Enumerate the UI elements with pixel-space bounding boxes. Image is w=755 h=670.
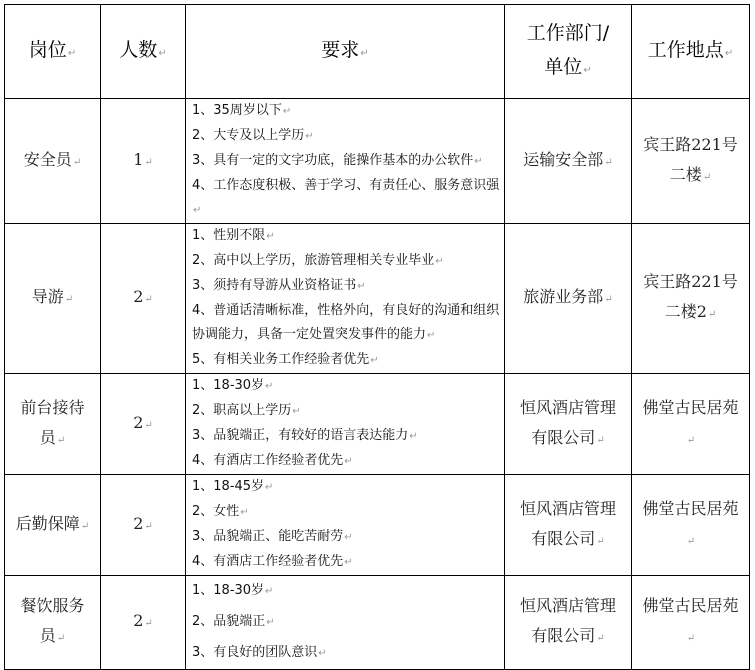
department-cell: 恒风酒店管理有限公司↵ xyxy=(505,374,632,475)
requirements-cell xyxy=(186,475,505,576)
requirement-item: 3、具有一定的文字功底，能操作基本的办公软件↵ xyxy=(192,153,483,168)
department-cell: 旅游业务部↵ xyxy=(505,224,632,374)
job-listing-table xyxy=(4,4,750,670)
table-row xyxy=(5,224,750,374)
header-department: 工作部门/ 单位↵ xyxy=(505,5,632,99)
requirement-item: 2、职高以上学历↵ xyxy=(192,403,301,418)
position-cell: 餐饮服务员↵ xyxy=(5,576,101,670)
requirement-item: 3、品貌端正、能吃苦耐劳↵ xyxy=(192,529,353,544)
header-row xyxy=(5,5,750,99)
requirement-item: 3、须持有导游从业资格证书↵ xyxy=(192,278,366,293)
header-headcount: 人数↵ xyxy=(101,5,186,99)
table-row xyxy=(5,374,750,475)
requirement-item: 3、有良好的团队意识↵ xyxy=(192,645,327,660)
table-row xyxy=(5,576,750,670)
requirement-item: 1、性别不限↵ xyxy=(192,228,275,243)
requirement-item: 1、35周岁以下↵ xyxy=(192,103,292,118)
department-cell: 恒风酒店管理有限公司↵ xyxy=(505,576,632,670)
requirement-item: 4、有酒店工作经验者优先↵ xyxy=(192,453,353,468)
header-requirements: 要求↵ xyxy=(186,5,505,99)
requirements-cell xyxy=(186,224,505,374)
requirement-item: 4、有酒店工作经验者优先↵ xyxy=(192,554,353,569)
table-row xyxy=(5,475,750,576)
requirement-item: 5、有相关业务工作经验者优先↵ xyxy=(192,352,379,367)
location-cell: 佛堂古民居苑↵ xyxy=(632,475,750,576)
requirement-item: 1、18-30岁↵ xyxy=(192,583,274,598)
requirements-cell xyxy=(186,576,505,670)
position-cell: 后勤保障↵ xyxy=(5,475,101,576)
position-cell: 安全员↵ xyxy=(5,99,101,224)
location-cell: 佛堂古民居苑↵ xyxy=(632,576,750,670)
requirement-item: 1、18-30岁↵ xyxy=(192,378,274,393)
department-cell: 运输安全部↵ xyxy=(505,99,632,224)
table-row xyxy=(5,99,750,224)
headcount-cell: 1↵ xyxy=(101,99,186,224)
headcount-cell: 2↵ xyxy=(101,576,186,670)
requirement-item: 2、高中以上学历，旅游管理相关专业毕业↵ xyxy=(192,253,444,268)
requirement-item: 3、品貌端正，有较好的语言表达能力↵ xyxy=(192,428,418,443)
headcount-cell: 2↵ xyxy=(101,475,186,576)
requirements-cell xyxy=(186,99,505,224)
requirement-item: 4、普通话清晰标准，性格外向，有良好的沟通和组织协调能力，具备一定处置突发事件的能力↵ xyxy=(192,303,500,342)
position-cell: 前台接待员↵ xyxy=(5,374,101,475)
headcount-cell: 2↵ xyxy=(101,224,186,374)
headcount-cell: 2↵ xyxy=(101,374,186,475)
location-cell: 宾王路221号二楼↵ xyxy=(632,99,750,224)
department-cell: 恒风酒店管理有限公司↵ xyxy=(505,475,632,576)
location-cell: 宾王路221号二楼2↵ xyxy=(632,224,750,374)
requirement-item: 4、工作态度积极、善于学习、有责任心、服务意识强↵ xyxy=(192,178,500,216)
header-location: 工作地点↵ xyxy=(632,5,750,99)
header-position: 岗位↵ xyxy=(5,5,101,99)
location-cell: 佛堂古民居苑↵ xyxy=(632,374,750,475)
position-cell: 导游↵ xyxy=(5,224,101,374)
requirement-item: 1、18-45岁↵ xyxy=(192,479,274,494)
requirement-item: 2、品貌端正↵ xyxy=(192,614,275,629)
requirement-item: 2、大专及以上学历↵ xyxy=(192,128,314,143)
requirements-cell xyxy=(186,374,505,475)
requirement-item: 2、女性↵ xyxy=(192,504,249,519)
